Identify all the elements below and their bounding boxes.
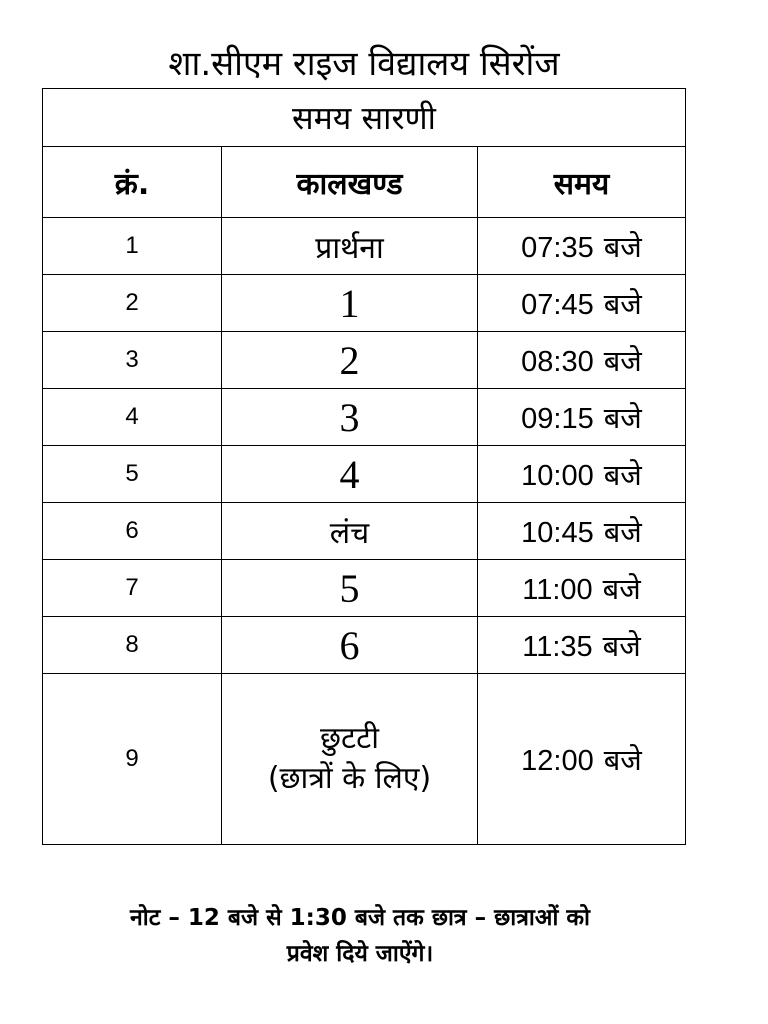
serial-cell: 8 bbox=[43, 617, 222, 674]
period-line: छुटटी bbox=[319, 721, 380, 756]
time-cell bbox=[478, 218, 686, 275]
table-row bbox=[43, 446, 686, 503]
time-unit: बजे bbox=[603, 286, 642, 321]
table-row bbox=[43, 560, 686, 617]
period-cell: 3 bbox=[222, 389, 478, 446]
table-row bbox=[43, 617, 686, 674]
timetable-caption: समय सारणी bbox=[43, 89, 686, 147]
time-value: 07:35 bbox=[521, 231, 594, 264]
serial-cell: 4 bbox=[43, 389, 222, 446]
period-cell: लंच bbox=[222, 503, 478, 560]
period-cell: 2 bbox=[222, 332, 478, 389]
time-unit: बजे bbox=[602, 628, 641, 663]
time-value: 11:35 bbox=[522, 630, 593, 663]
column-header-period: कालखण्ड bbox=[222, 147, 478, 218]
period-line: (छात्रों के लिए) bbox=[267, 761, 432, 796]
time-cell bbox=[478, 332, 686, 389]
time-value: 09:15 bbox=[521, 402, 594, 435]
time-value: 12:00 bbox=[521, 744, 594, 777]
period-cell bbox=[222, 674, 478, 845]
period-cell: 5 bbox=[222, 560, 478, 617]
time-unit: बजे bbox=[603, 343, 642, 378]
time-cell bbox=[478, 389, 686, 446]
table-row bbox=[43, 503, 686, 560]
serial-cell: 6 bbox=[43, 503, 222, 560]
table-row bbox=[43, 275, 686, 332]
period-cell: 4 bbox=[222, 446, 478, 503]
time-value: 10:45 bbox=[521, 516, 594, 549]
time-cell bbox=[478, 275, 686, 332]
time-value: 10:00 bbox=[521, 459, 594, 492]
time-unit: बजे bbox=[602, 571, 641, 606]
table-row bbox=[43, 332, 686, 389]
time-cell bbox=[478, 503, 686, 560]
time-unit: बजे bbox=[603, 400, 642, 435]
time-unit: बजे bbox=[603, 742, 642, 777]
time-cell bbox=[478, 674, 686, 845]
note-line: प्रवेश दिये जाऐंगे। bbox=[286, 941, 434, 967]
table-row bbox=[43, 218, 686, 275]
period-cell: 6 bbox=[222, 617, 478, 674]
time-unit: बजे bbox=[603, 514, 642, 549]
page-title: शा.सीएम राइज विद्यालय सिरोंज bbox=[168, 44, 560, 84]
time-unit: बजे bbox=[603, 229, 642, 264]
time-cell bbox=[478, 617, 686, 674]
table-row bbox=[43, 389, 686, 446]
time-value: 08:30 bbox=[521, 345, 594, 378]
serial-cell: 2 bbox=[43, 275, 222, 332]
time-cell bbox=[478, 446, 686, 503]
column-header-time: समय bbox=[478, 147, 686, 218]
column-header-serial: क्रं. bbox=[43, 147, 222, 218]
period-cell: 1 bbox=[222, 275, 478, 332]
caption-row bbox=[43, 89, 686, 147]
footer-note bbox=[40, 900, 680, 972]
table-row bbox=[43, 674, 686, 845]
time-unit: बजे bbox=[603, 457, 642, 492]
serial-cell: 9 bbox=[43, 674, 222, 845]
timetable bbox=[42, 88, 686, 845]
time-value: 11:00 bbox=[522, 573, 593, 606]
header-row bbox=[43, 147, 686, 218]
time-cell bbox=[478, 560, 686, 617]
note-line: नोट – 12 बजे से 1:30 बजे तक छात्र – छात्राओं को bbox=[130, 905, 590, 931]
serial-cell: 5 bbox=[43, 446, 222, 503]
time-value: 07:45 bbox=[521, 288, 594, 321]
serial-cell: 3 bbox=[43, 332, 222, 389]
serial-cell: 7 bbox=[43, 560, 222, 617]
serial-cell: 1 bbox=[43, 218, 222, 275]
period-cell: प्रार्थना bbox=[222, 218, 478, 275]
